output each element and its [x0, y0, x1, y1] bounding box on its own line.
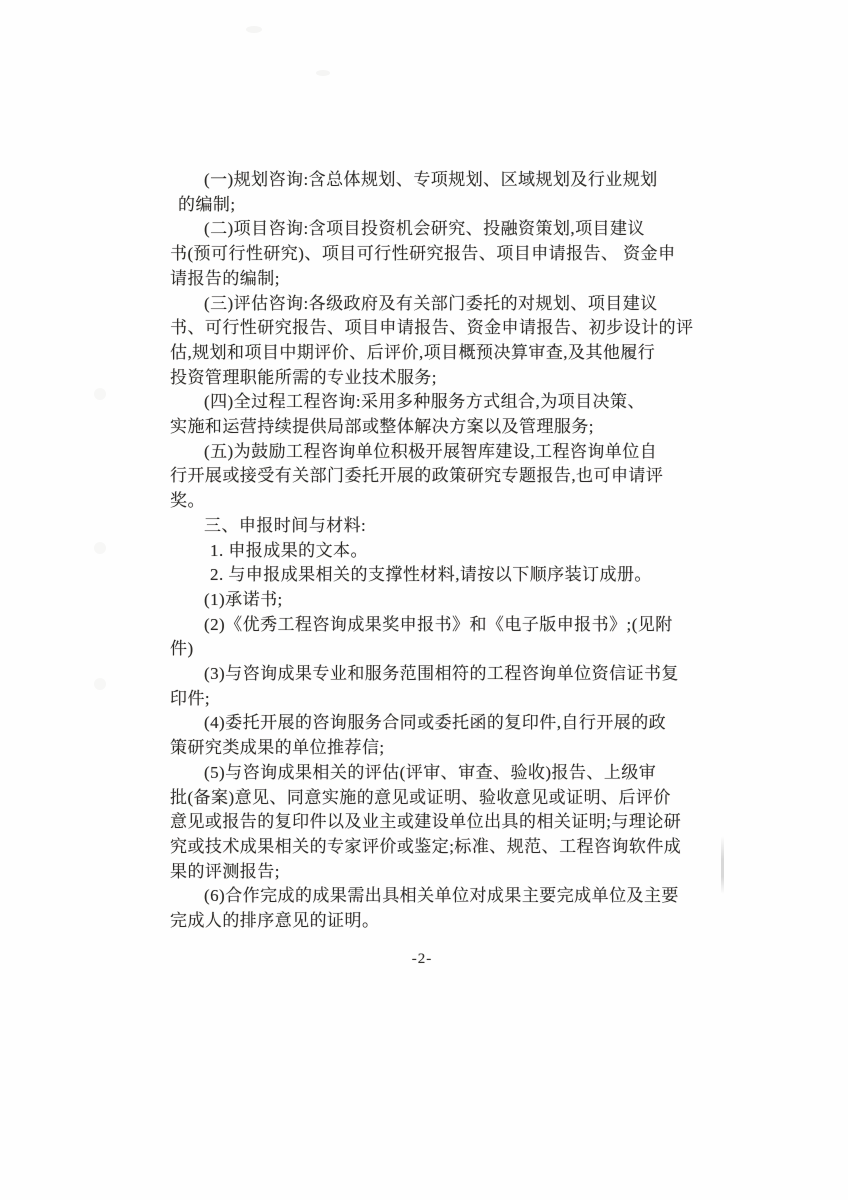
text-line: 请报告的编制; — [170, 268, 280, 288]
scan-smudge — [94, 542, 106, 554]
text-line: 估,规划和项目中期评价、后评价,项目概预决算审查,及其他履行 — [170, 342, 656, 362]
text-line: 意见或报告的复印件以及业主或建设单位出具的相关证明;与理论研 — [170, 812, 682, 832]
text-line: (6)合作完成的成果需出具相关单位对成果主要完成单位及主要 — [204, 886, 679, 906]
scan-streak-artifact — [721, 836, 724, 894]
text-line: 完成人的排序意见的证明。 — [170, 911, 380, 931]
text-line: 件) — [170, 639, 194, 659]
text-line: 行开展或接受有关部门委托开展的政策研究专题报告,也可申请评 — [170, 466, 664, 486]
text-line: 书、可行性研究报告、项目申请报告、资金申请报告、初步设计的评 — [170, 318, 694, 338]
text-line: 投资管理职能所需的专业技术服务; — [170, 367, 437, 387]
text-line: (一)规划咨询:含总体规划、专项规划、区域规划及行业规划 — [204, 170, 658, 189]
text-line: (三)评估咨询:各级政府及有关部门委托的对规划、项目建议 — [204, 293, 658, 313]
text-line: 果的评测报告; — [170, 861, 280, 881]
text-line: 三、申报时间与材料: — [204, 515, 367, 535]
text-line: (1)承诺书; — [204, 589, 283, 609]
text-line: 批(备案)意见、同意实施的意见或证明、验收意见或证明、后评价 — [170, 787, 671, 807]
text-line: (二)项目咨询:含项目投资机会研究、投融资策划,项目建议 — [204, 219, 645, 239]
text-line: (3)与咨询成果专业和服务范围相符的工程咨询单位资信证书复 — [204, 664, 679, 684]
text-line: 的编制; — [178, 194, 236, 214]
document-body-text — [170, 168, 694, 934]
scan-smudge — [246, 26, 262, 33]
text-line: 1. 申报成果的文本。 — [210, 540, 368, 560]
text-line: 书(预可行性研究)、项目可行性研究报告、项目申请报告、 资金申 — [170, 244, 676, 264]
text-line: 印件; — [170, 688, 211, 708]
text-line: (4)委托开展的咨询服务合同或委托函的复印件,自行开展的政 — [204, 713, 667, 733]
scan-smudge — [94, 388, 106, 400]
scan-smudge — [316, 70, 330, 76]
text-line: (五)为鼓励工程咨询单位积极开展智库建设,工程咨询单位自 — [204, 441, 658, 461]
text-line: (四)全过程工程咨询:采用多种服务方式组合,为项目决策、 — [204, 392, 645, 412]
page-number: -2- — [411, 951, 433, 967]
scan-smudge — [94, 678, 106, 690]
text-line: 实施和运营持续提供局部或整体解决方案以及管理服务; — [170, 417, 594, 437]
text-line: 奖。 — [170, 491, 205, 511]
text-line: 策研究类成果的单位推荐信; — [170, 738, 385, 758]
text-line: (5)与咨询成果相关的评估(评审、审查、验收)报告、上级审 — [204, 762, 657, 782]
text-line: 2. 与申报成果相关的支撑性材料,请按以下顺序装订成册。 — [210, 565, 652, 585]
text-line: 究或技术成果相关的专家评价或鉴定;标准、规范、工程咨询软件成 — [170, 836, 682, 856]
text-line: (2)《优秀工程咨询成果奖申报书》和《电子版申报书》;(见附 — [204, 614, 673, 634]
